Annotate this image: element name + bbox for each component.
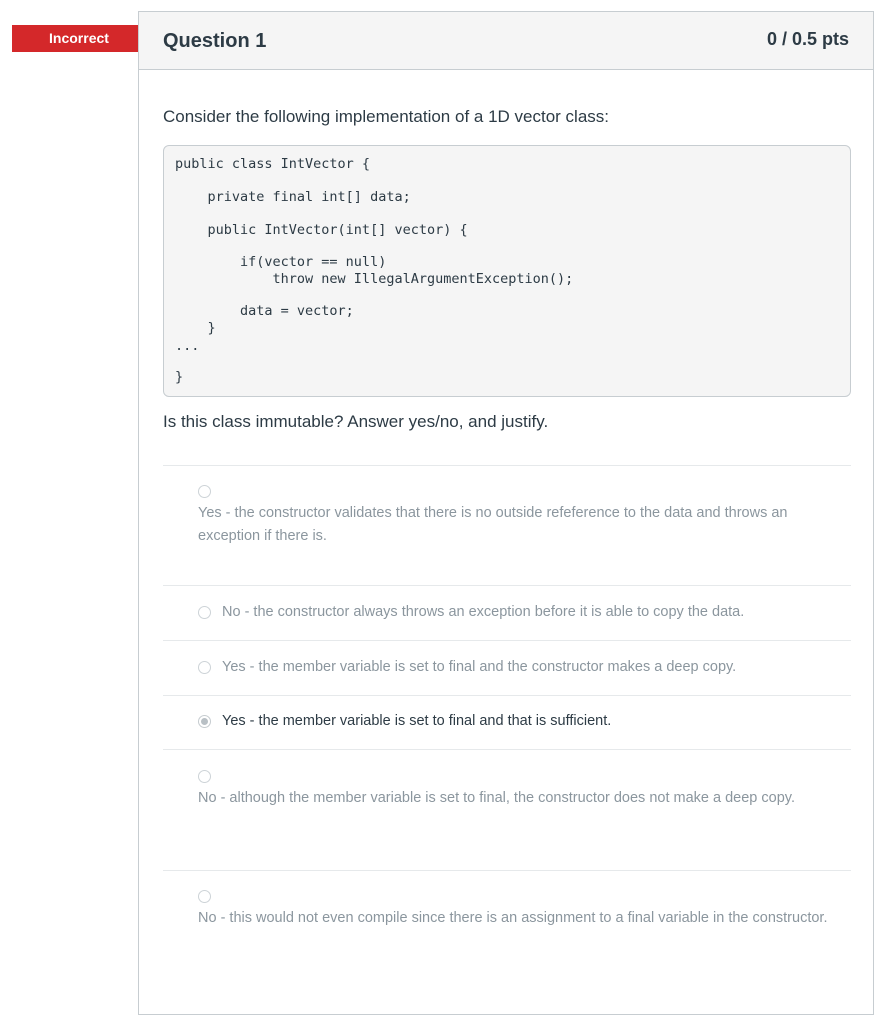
code-line: public IntVector(int[] vector) { xyxy=(175,222,468,238)
code-line: private final int[] data; xyxy=(175,189,411,205)
question-prompt: Is this class immutable? Answer yes/no, and justify. xyxy=(163,412,549,431)
code-line: throw new IllegalArgumentException(); xyxy=(175,271,574,287)
answer-option[interactable]: No - this would not even compile since there is an assignment to a final variable in the constructor. xyxy=(198,910,828,926)
question-header xyxy=(139,12,873,70)
code-line: ... xyxy=(175,338,200,354)
answer-divider xyxy=(163,695,851,696)
answer-option[interactable]: No - the constructor always throws an exception before it is able to copy the data. xyxy=(222,604,745,620)
code-line: data = vector; xyxy=(175,303,354,319)
badge-label: Incorrect xyxy=(49,30,109,46)
answer-divider xyxy=(163,749,851,750)
answer-radio[interactable] xyxy=(198,606,211,619)
answer-option-selected[interactable]: Yes - the member variable is set to final and that is sufficient. xyxy=(222,713,612,729)
answer-divider xyxy=(163,465,851,466)
answer-option[interactable]: Yes - the member variable is set to final and the constructor makes a deep copy. xyxy=(222,659,737,675)
answer-divider xyxy=(163,640,851,641)
answer-radio[interactable] xyxy=(198,890,211,903)
code-line: if(vector == null) xyxy=(175,254,387,270)
code-line: } xyxy=(175,369,184,385)
answer-divider xyxy=(163,585,851,586)
code-block xyxy=(163,145,851,397)
answer-option[interactable]: No - although the member variable is set to final, the constructor does not make a deep copy. xyxy=(198,790,795,806)
incorrect-badge xyxy=(12,25,158,52)
answer-radio[interactable] xyxy=(198,661,211,674)
answer-radio[interactable] xyxy=(198,485,211,498)
answer-option[interactable]: Yes - the constructor validates that there is no outside refeference to the data and throws an exception if there is. xyxy=(198,505,788,544)
question-points: 0 / 0.5 pts xyxy=(766,29,849,49)
question-card xyxy=(138,11,874,1015)
code-line: public class IntVector { xyxy=(175,156,371,172)
answer-radio[interactable] xyxy=(198,770,211,783)
question-text: Consider the following implementation of a 1D vector class: xyxy=(163,107,609,126)
answer-divider xyxy=(163,870,851,871)
answer-radio-selected[interactable] xyxy=(198,715,211,728)
code-line: } xyxy=(175,320,216,336)
question-title: Question 1 xyxy=(163,30,267,52)
